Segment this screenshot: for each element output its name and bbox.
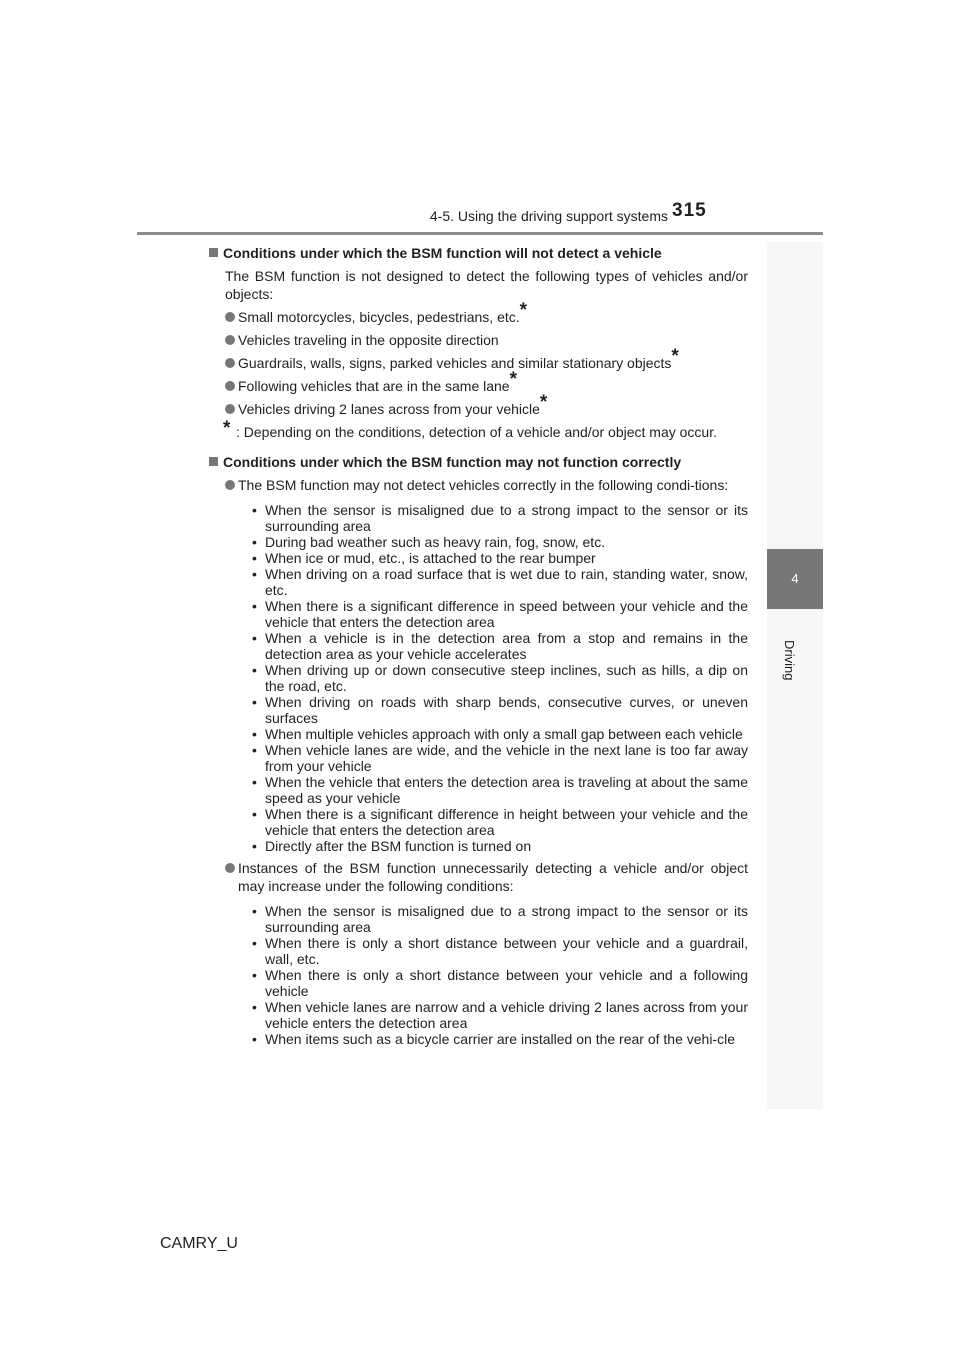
footnote-marker: *	[509, 369, 517, 390]
footnote-marker: *	[539, 392, 548, 413]
list-item	[225, 392, 748, 418]
bullet-text: Following vehicles that are in the same lane	[238, 378, 510, 394]
list-item: • When multiple vehicles approach with only a small gap between each vehicle	[252, 726, 748, 742]
list-item	[225, 331, 748, 349]
list-item: • When there is only a short distance between your vehicle and a guardrail, wall, etc.	[252, 935, 748, 967]
heading-text: Conditions under which the BSM function will not detect a vehicle	[223, 245, 662, 261]
bullet-text: Small motorcycles, bicycles, pedestrians, etc.	[238, 309, 520, 325]
list-item: • When items such as a bicycle carrier are installed on the rear of the vehi-cle	[252, 1031, 748, 1047]
page-header	[0, 0, 960, 240]
list-item: • When there is a significant difference in speed between your vehicle and the vehicle that enters the detection area	[252, 598, 748, 630]
heading-square-icon	[209, 248, 218, 257]
bullet-dot-icon	[225, 335, 235, 345]
list-item: • During bad weather such as heavy rain, fog, snow, etc.	[252, 534, 748, 550]
list-item	[225, 859, 748, 895]
side-band-upper	[767, 242, 823, 549]
list-item	[225, 476, 748, 494]
bullet-dot-icon	[225, 480, 235, 490]
list-item	[225, 300, 748, 326]
intro-paragraph: The BSM function is not designed to detect the following types of vehicles and/or objects:	[225, 268, 748, 302]
page-number: 315	[672, 200, 707, 221]
bullet-text: Instances of the BSM function unnecessarily detecting a vehicle and/or object may increase under the following conditions:	[238, 860, 748, 894]
model-code: CAMRY_U	[160, 1235, 238, 1252]
bullet-dot-icon	[225, 312, 235, 322]
list-item: • When the vehicle that enters the detection area is traveling at about the same speed as your vehicle	[252, 774, 748, 806]
header-divider	[137, 232, 823, 235]
bullet-text: Guardrails, walls, signs, parked vehicles and similar stationary objects	[238, 355, 672, 371]
footnote-marker: *	[671, 346, 679, 367]
footnote	[223, 418, 748, 441]
side-band-lower	[767, 609, 823, 1109]
section-heading-not-detect	[209, 244, 748, 262]
section-heading-not-function	[209, 453, 748, 471]
list-item: • When vehicle lanes are narrow and a vehicle driving 2 lanes across from your vehicle enters the detection area	[252, 999, 748, 1031]
bullet-text: Vehicles driving 2 lanes across from your vehicle	[238, 401, 540, 417]
bullet-dot-icon	[225, 404, 235, 414]
condition-list	[252, 502, 748, 854]
condition-list	[252, 903, 748, 1047]
chapter-label: Driving	[782, 640, 797, 681]
section-title: 4-5. Using the driving support systems	[429, 208, 668, 224]
list-item	[225, 346, 748, 372]
bullet-text: The BSM function may not detect vehicles correctly in the following condi-tions:	[238, 477, 729, 493]
list-item: • When driving up or down consecutive steep inclines, such as hills, a dip on the road, etc.	[252, 662, 748, 694]
footnote-text: : Depending on the conditions, detection of a vehicle and/or object may occur.	[236, 424, 717, 440]
heading-text: Conditions under which the BSM function may not function correctly	[223, 454, 682, 470]
list-item: • When the sensor is misaligned due to a strong impact to the sensor or its surrounding area	[252, 903, 748, 935]
list-item	[225, 369, 748, 395]
chapter-tab: 4	[767, 549, 823, 609]
heading-square-icon	[209, 457, 218, 466]
page-content	[212, 244, 748, 1047]
bullet-dot-icon	[225, 381, 235, 391]
list-item: • Directly after the BSM function is turned on	[252, 838, 748, 854]
list-item: • When there is only a short distance between your vehicle and a following vehicle	[252, 967, 748, 999]
list-item: • When driving on roads with sharp bends, consecutive curves, or uneven surfaces	[252, 694, 748, 726]
list-item: • When there is a significant difference in height between your vehicle and the vehicle that enters the detection area	[252, 806, 748, 838]
list-item: • When the sensor is misaligned due to a strong impact to the sensor or its surrounding area	[252, 502, 748, 534]
bullet-dot-icon	[225, 358, 235, 368]
list-item: • When ice or mud, etc., is attached to the rear bumper	[252, 550, 748, 566]
list-item: • When driving on a road surface that is wet due to rain, standing water, snow, etc.	[252, 566, 748, 598]
bullet-text: Vehicles traveling in the opposite direction	[238, 332, 499, 348]
list-item: • When a vehicle is in the detection area from a stop and remains in the detection area as your vehicle accelerates	[252, 630, 748, 662]
footnote-marker: *	[519, 300, 528, 321]
list-item: • When vehicle lanes are wide, and the vehicle in the next lane is too far away from your vehicle	[252, 742, 748, 774]
footnote-marker: *	[223, 418, 231, 439]
bullet-dot-icon	[225, 863, 235, 873]
